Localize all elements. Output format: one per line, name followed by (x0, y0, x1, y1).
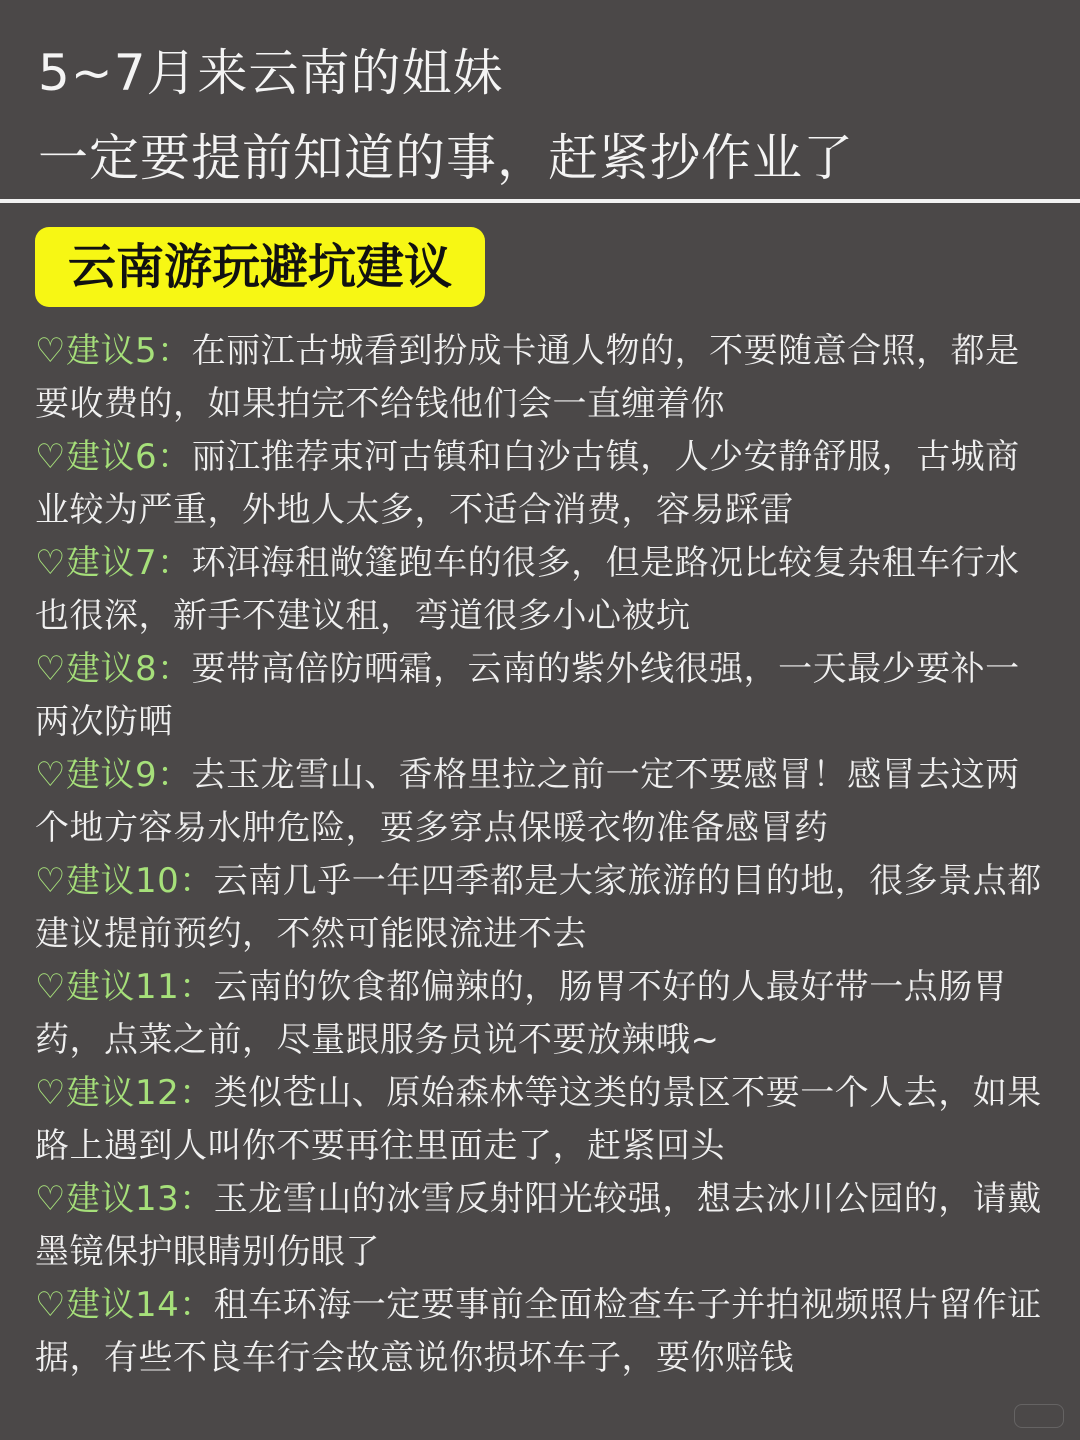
watermark-logo (1014, 1404, 1064, 1428)
header (0, 0, 1080, 200)
tip-text: 类似苍山、原始森林等这类的景区不要一个人去，如果路上遇到人叫你不要再往里面走了，赶紧回头 (35, 1073, 1042, 1166)
tip-label: ♡建议6： (35, 437, 192, 477)
section-badge-text: 云南游玩避坑建议 (67, 239, 452, 295)
tip-item (35, 537, 1045, 643)
tip-item (35, 431, 1045, 537)
section-badge (35, 227, 485, 307)
tip-text: 云南的饮食都偏辣的，肠胃不好的人最好带一点肠胃药，点菜之前，尽量跟服务员说不要放辣哦~ (35, 967, 1008, 1060)
tip-text: 要带高倍防晒霜，云南的紫外线很强，一天最少要补一两次防晒 (35, 649, 1020, 742)
tip-text: 去玉龙雪山、香格里拉之前一定不要感冒！感冒去这两个地方容易水肿危险，要多穿点保暖衣物准备感冒药 (35, 755, 1020, 848)
tip-item (35, 961, 1045, 1067)
tips-list (35, 325, 1045, 1385)
tip-label: ♡建议11： (35, 967, 214, 1007)
tip-text: 丽江推荐束河古镇和白沙古镇，人少安静舒服，古城商业较为严重，外地人太多，不适合消费，容易踩雷 (35, 437, 1020, 530)
tip-item (35, 325, 1045, 431)
tip-item (35, 1067, 1045, 1173)
tip-item (35, 749, 1045, 855)
header-divider (0, 199, 1080, 203)
page-title-line-1: 5~7月来云南的姐妹 (38, 44, 504, 102)
tip-item (35, 643, 1045, 749)
tip-text: 在丽江古城看到扮成卡通人物的，不要随意合照，都是要收费的，如果拍完不给钱他们会一直缠着你 (35, 331, 1020, 424)
tip-item (35, 855, 1045, 961)
tip-text: 租车环海一定要事前全面检查车子并拍视频照片留作证据，有些不良车行会故意说你损坏车子，要你赔钱 (35, 1285, 1042, 1378)
tip-label: ♡建议12： (35, 1073, 214, 1113)
tip-label: ♡建议10： (35, 861, 214, 901)
tip-label: ♡建议13： (35, 1179, 214, 1219)
tip-label: ♡建议8： (35, 649, 192, 689)
tip-text: 云南几乎一年四季都是大家旅游的目的地，很多景点都建议提前预约，不然可能限流进不去 (35, 861, 1042, 954)
tip-label: ♡建议7： (35, 543, 192, 583)
page-title-line-2: 一定要提前知道的事，赶紧抄作业了 (38, 129, 854, 187)
tip-label: ♡建议9： (35, 755, 192, 795)
tip-item (35, 1279, 1045, 1385)
tip-label: ♡建议14： (35, 1285, 214, 1325)
tip-text: 玉龙雪山的冰雪反射阳光较强，想去冰川公园的，请戴墨镜保护眼睛别伤眼了 (35, 1179, 1042, 1272)
tip-text: 环洱海租敞篷跑车的很多，但是路况比较复杂租车行水也很深，新手不建议租，弯道很多小心被坑 (35, 543, 1020, 636)
tip-item (35, 1173, 1045, 1279)
tip-label: ♡建议5： (35, 331, 192, 371)
